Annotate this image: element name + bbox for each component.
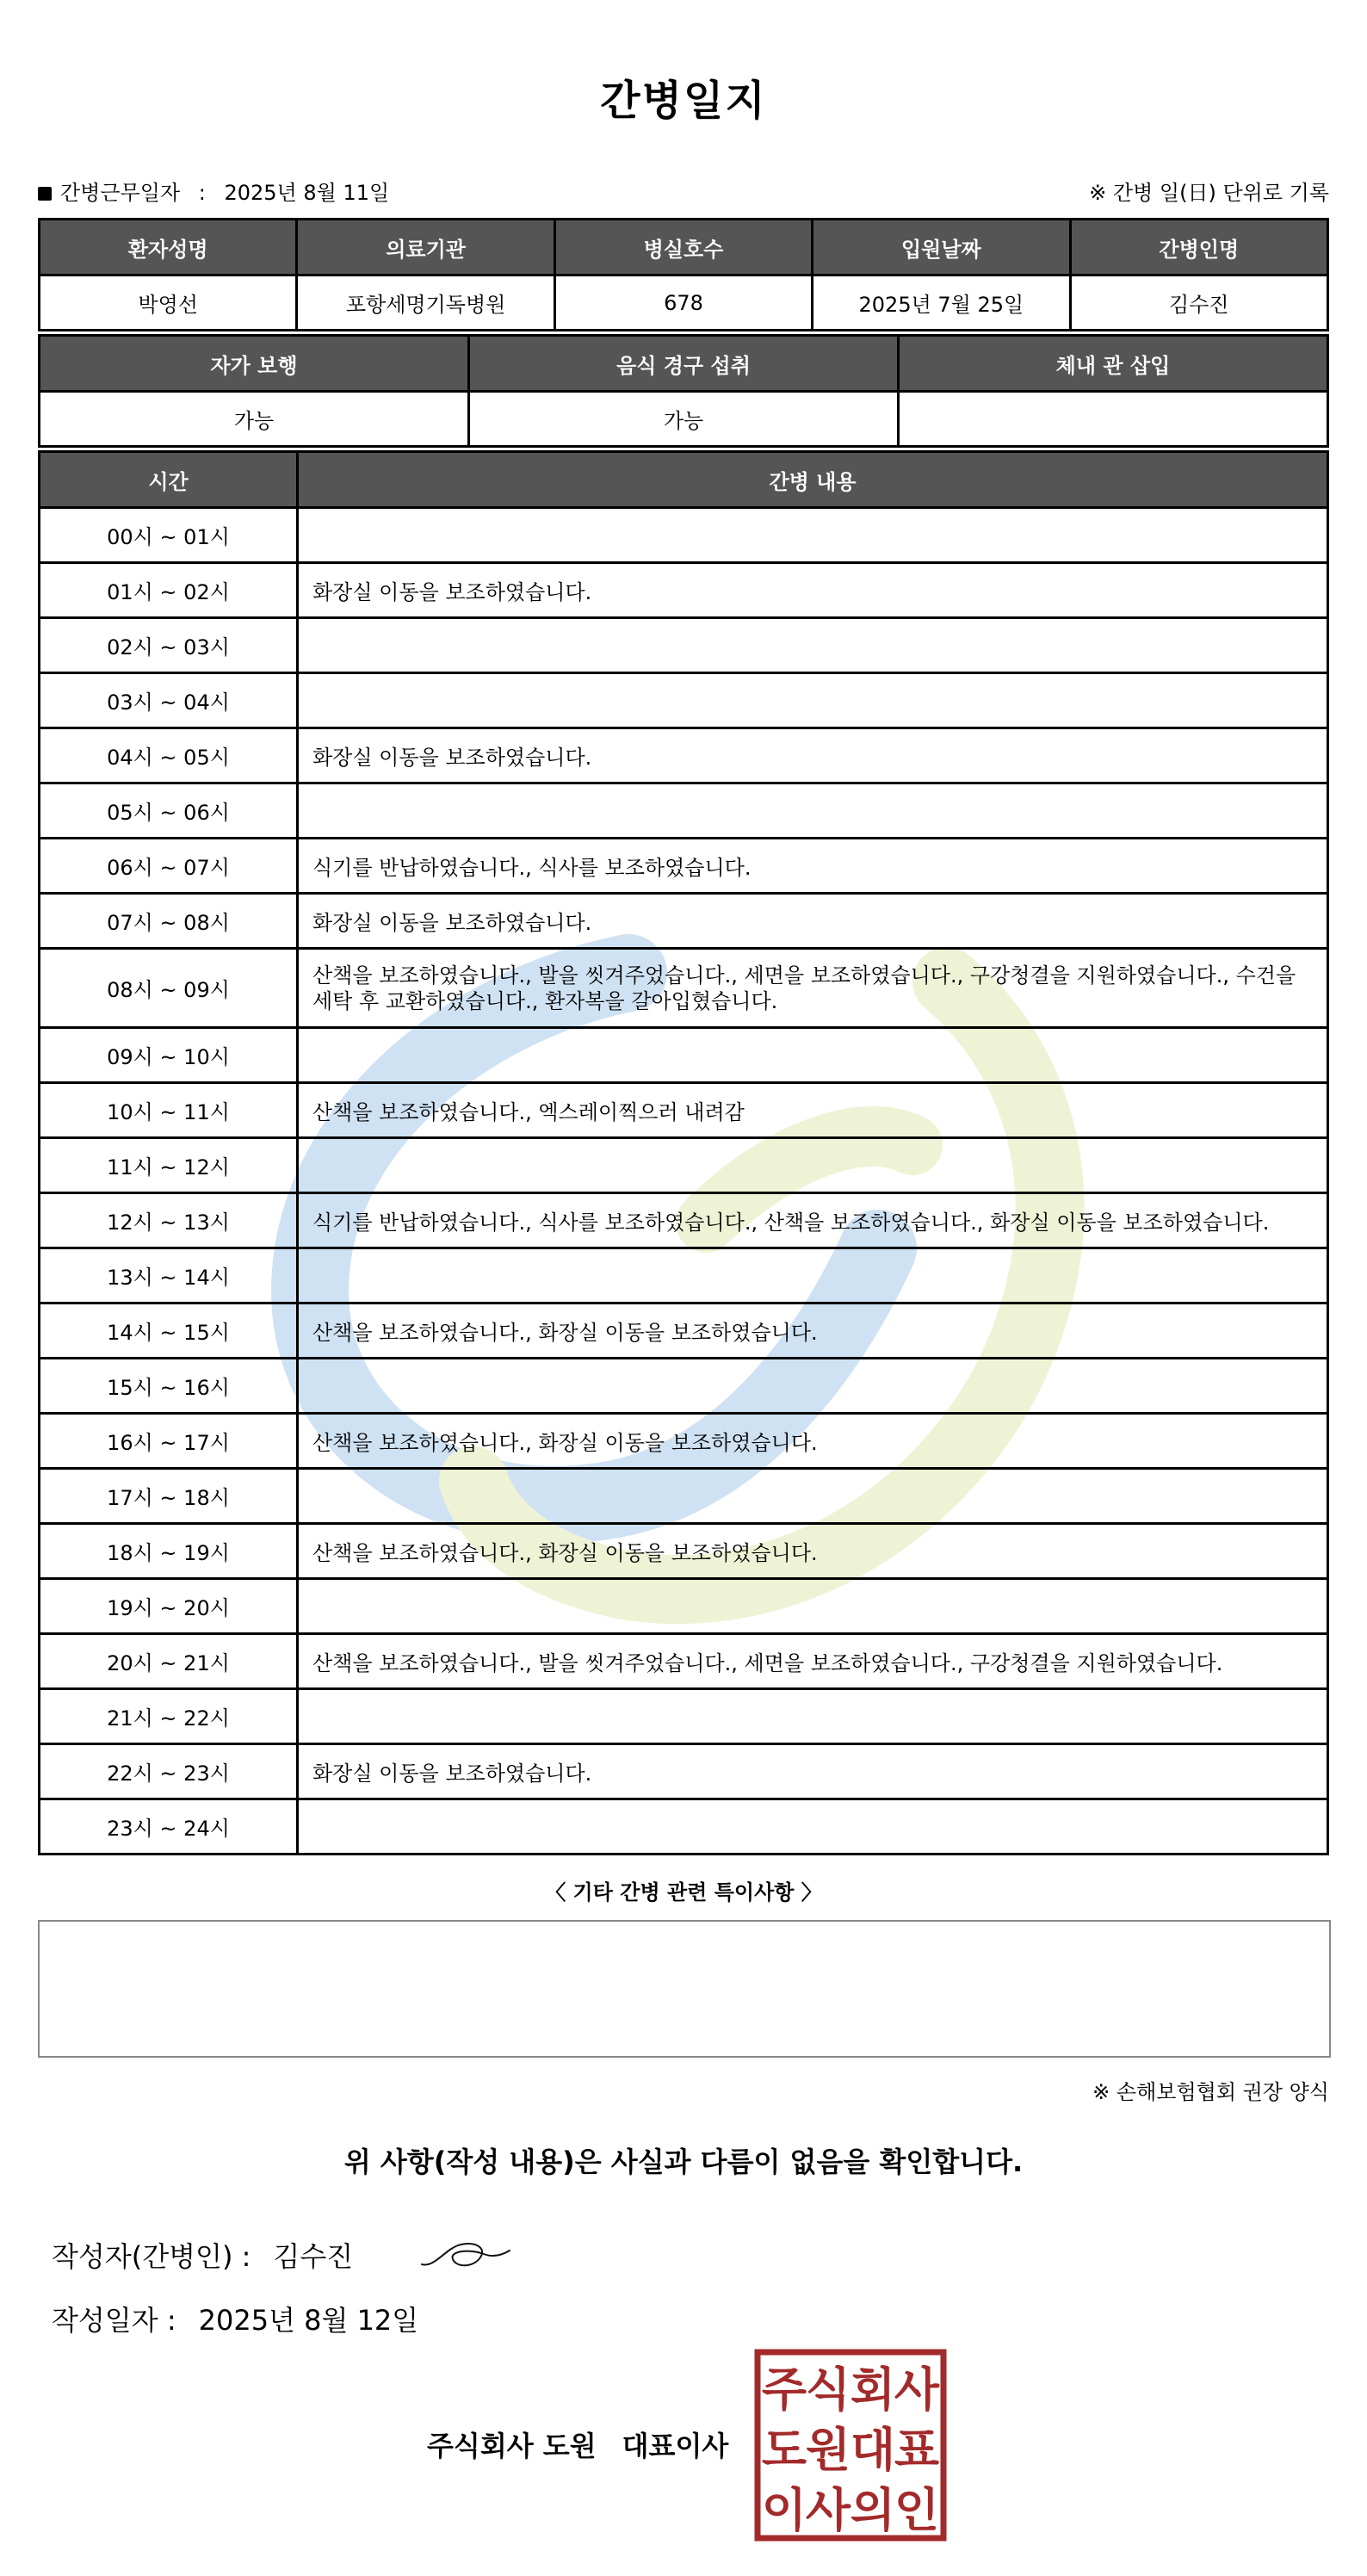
svg-text:사: 사 [805, 2483, 851, 2537]
time-cell: 10시 ~ 11시 [40, 1083, 298, 1138]
header-time: 시간 [40, 452, 298, 508]
time-cell: 09시 ~ 10시 [40, 1028, 298, 1083]
notes-title: 〈 기타 간병 관련 특이사항 〉 [545, 1880, 822, 1904]
association-note: ※ 손해보험협회 권장 양식 [1092, 2080, 1329, 2104]
time-cell: 01시 ~ 02시 [40, 563, 298, 618]
time-cell: 20시 ~ 21시 [40, 1634, 298, 1689]
time-cell: 13시 ~ 14시 [40, 1248, 298, 1303]
time-cell: 11시 ~ 12시 [40, 1138, 298, 1193]
header-oral-intake: 음식 경구 섭취 [469, 336, 899, 392]
care-log-row [40, 1193, 1328, 1248]
care-log-table [38, 450, 1329, 1855]
care-log-row [40, 1414, 1328, 1469]
care-log-row [40, 1469, 1328, 1524]
content-cell: 화장실 이동을 보조하였습니다. [298, 728, 1328, 783]
patient-status-table [38, 334, 1329, 448]
company-role: 대표이사 [622, 2430, 729, 2462]
content-cell: 식기를 반납하였습니다., 식사를 보조하였습니다. [298, 839, 1328, 894]
svg-text:원: 원 [805, 2423, 851, 2477]
care-log-row [40, 1303, 1328, 1359]
care-log-row [40, 783, 1328, 839]
write-date-line [52, 2299, 418, 2338]
confirmation-statement: 위 사항(작성 내용)은 사실과 다름이 없음을 확인합니다. [343, 2146, 1024, 2178]
company-seal-stamp [754, 2349, 947, 2542]
svg-text:표: 표 [894, 2423, 940, 2477]
caregiver-name: 김수진 [1070, 276, 1327, 331]
care-log-row [40, 673, 1328, 728]
write-date-label: 작성일자 : [52, 2304, 176, 2337]
company-line [427, 2424, 728, 2464]
header-info-row [38, 172, 1329, 207]
svg-text:인: 인 [894, 2483, 940, 2537]
time-cell: 21시 ~ 22시 [40, 1689, 298, 1744]
content-cell [298, 783, 1328, 839]
svg-text:이: 이 [761, 2483, 807, 2537]
content-cell: 화장실 이동을 보조하였습니다. [298, 563, 1328, 618]
time-cell: 12시 ~ 13시 [40, 1193, 298, 1248]
time-cell: 16시 ~ 17시 [40, 1414, 298, 1469]
time-cell: 18시 ~ 19시 [40, 1524, 298, 1579]
content-cell [298, 1359, 1328, 1414]
svg-text:도: 도 [761, 2423, 807, 2477]
care-log-row [40, 1799, 1328, 1855]
patient-info-table [38, 218, 1329, 331]
content-cell: 화장실 이동을 보조하였습니다. [298, 1744, 1328, 1799]
header-institution: 의료기관 [297, 220, 554, 276]
header-room: 병실호수 [554, 220, 812, 276]
write-date-value: 2025년 8월 12일 [198, 2304, 419, 2337]
svg-text:식: 식 [805, 2362, 851, 2417]
writer-label: 작성자(간병인) : [52, 2240, 251, 2273]
time-cell: 06시 ~ 07시 [40, 839, 298, 894]
notes-box [38, 1920, 1331, 2058]
unit-note: ※ 간병 일(日) 단위로 기록 [1089, 181, 1329, 205]
content-cell [298, 508, 1328, 563]
oral-intake-value: 가능 [469, 392, 899, 447]
content-cell: 산책을 보조하였습니다., 화장실 이동을 보조하였습니다. [298, 1303, 1328, 1359]
duty-date [38, 176, 389, 206]
care-log-row [40, 1359, 1328, 1414]
care-log-row [40, 1524, 1328, 1579]
patient-name: 박영선 [40, 276, 297, 331]
content-cell: 식기를 반납하였습니다., 식사를 보조하였습니다., 산책을 보조하였습니다., 화장실 이동을 보조하였습니다. [298, 1193, 1328, 1248]
header-tube-insertion: 체내 관 삽입 [899, 336, 1328, 392]
care-log-row [40, 508, 1328, 563]
time-cell: 22시 ~ 23시 [40, 1744, 298, 1799]
duty-date-separator: : [198, 181, 206, 205]
care-log-row [40, 728, 1328, 783]
care-log-row [40, 1689, 1328, 1744]
company-name: 주식회사 도원 [427, 2430, 597, 2462]
header-self-walking: 자가 보행 [40, 336, 469, 392]
content-cell: 화장실 이동을 보조하였습니다. [298, 894, 1328, 949]
content-cell: 산책을 보조하였습니다., 화장실 이동을 보조하였습니다. [298, 1414, 1328, 1469]
care-log-row [40, 1579, 1328, 1634]
time-cell: 05시 ~ 06시 [40, 783, 298, 839]
care-log-row [40, 894, 1328, 949]
content-cell [298, 1579, 1328, 1634]
content-cell [298, 1248, 1328, 1303]
content-cell [298, 1689, 1328, 1744]
care-log-row [40, 1138, 1328, 1193]
content-cell [298, 1028, 1328, 1083]
content-cell: 산책을 보조하였습니다., 엑스레이찍으러 내려감 [298, 1083, 1328, 1138]
care-log-row [40, 618, 1328, 673]
care-log-row [40, 1028, 1328, 1083]
time-cell: 00시 ~ 01시 [40, 508, 298, 563]
time-cell: 03시 ~ 04시 [40, 673, 298, 728]
content-cell: 산책을 보조하였습니다., 발을 씻겨주었습니다., 세면을 보조하였습니다., 구강청결을 지원하였습니다., 수건을 세탁 후 교환하였습니다., 환자복을 갈아입혔습니다. [298, 949, 1328, 1028]
header-patient-name: 환자성명 [40, 220, 297, 276]
time-cell: 15시 ~ 16시 [40, 1359, 298, 1414]
square-bullet-icon [38, 187, 52, 201]
content-cell [298, 1138, 1328, 1193]
care-log-row [40, 1083, 1328, 1138]
care-log-row [40, 1744, 1328, 1799]
institution: 포항세명기독병원 [297, 276, 554, 331]
duty-date-label: 간병근무일자 [60, 181, 181, 205]
care-log-row [40, 1634, 1328, 1689]
content-cell [298, 673, 1328, 728]
header-admission-date: 입원날짜 [813, 220, 1070, 276]
content-cell [298, 1469, 1328, 1524]
time-cell: 07시 ~ 08시 [40, 894, 298, 949]
care-log-row [40, 949, 1328, 1028]
time-cell: 23시 ~ 24시 [40, 1799, 298, 1855]
svg-text:회: 회 [850, 2362, 896, 2417]
header-care-content: 간병 내용 [298, 452, 1328, 508]
content-cell: 산책을 보조하였습니다., 화장실 이동을 보조하였습니다. [298, 1524, 1328, 1579]
admission-date: 2025년 7월 25일 [813, 276, 1070, 331]
duty-date-value: 2025년 8월 11일 [224, 181, 390, 205]
svg-text:사: 사 [894, 2362, 940, 2417]
room-number: 678 [554, 276, 812, 331]
time-cell: 04시 ~ 05시 [40, 728, 298, 783]
header-caregiver: 간병인명 [1070, 220, 1327, 276]
self-walking-value: 가능 [40, 392, 469, 447]
time-cell: 02시 ~ 03시 [40, 618, 298, 673]
signature [418, 2233, 513, 2275]
time-cell: 19시 ~ 20시 [40, 1579, 298, 1634]
care-log-row [40, 839, 1328, 894]
tube-insertion-value [899, 392, 1328, 447]
svg-text:의: 의 [850, 2483, 896, 2537]
page-title: 간병일지 [600, 77, 767, 125]
content-cell [298, 1799, 1328, 1855]
time-cell: 17시 ~ 18시 [40, 1469, 298, 1524]
time-cell: 08시 ~ 09시 [40, 949, 298, 1028]
care-log-row [40, 1248, 1328, 1303]
content-cell [298, 618, 1328, 673]
svg-text:주: 주 [761, 2362, 807, 2417]
time-cell: 14시 ~ 15시 [40, 1303, 298, 1359]
writer-name: 김수진 [273, 2240, 354, 2273]
writer-line [52, 2235, 353, 2275]
content-cell: 산책을 보조하였습니다., 발을 씻겨주었습니다., 세면을 보조하였습니다., 구강청결을 지원하였습니다. [298, 1634, 1328, 1689]
svg-text:대: 대 [850, 2423, 896, 2477]
care-log-row [40, 563, 1328, 618]
